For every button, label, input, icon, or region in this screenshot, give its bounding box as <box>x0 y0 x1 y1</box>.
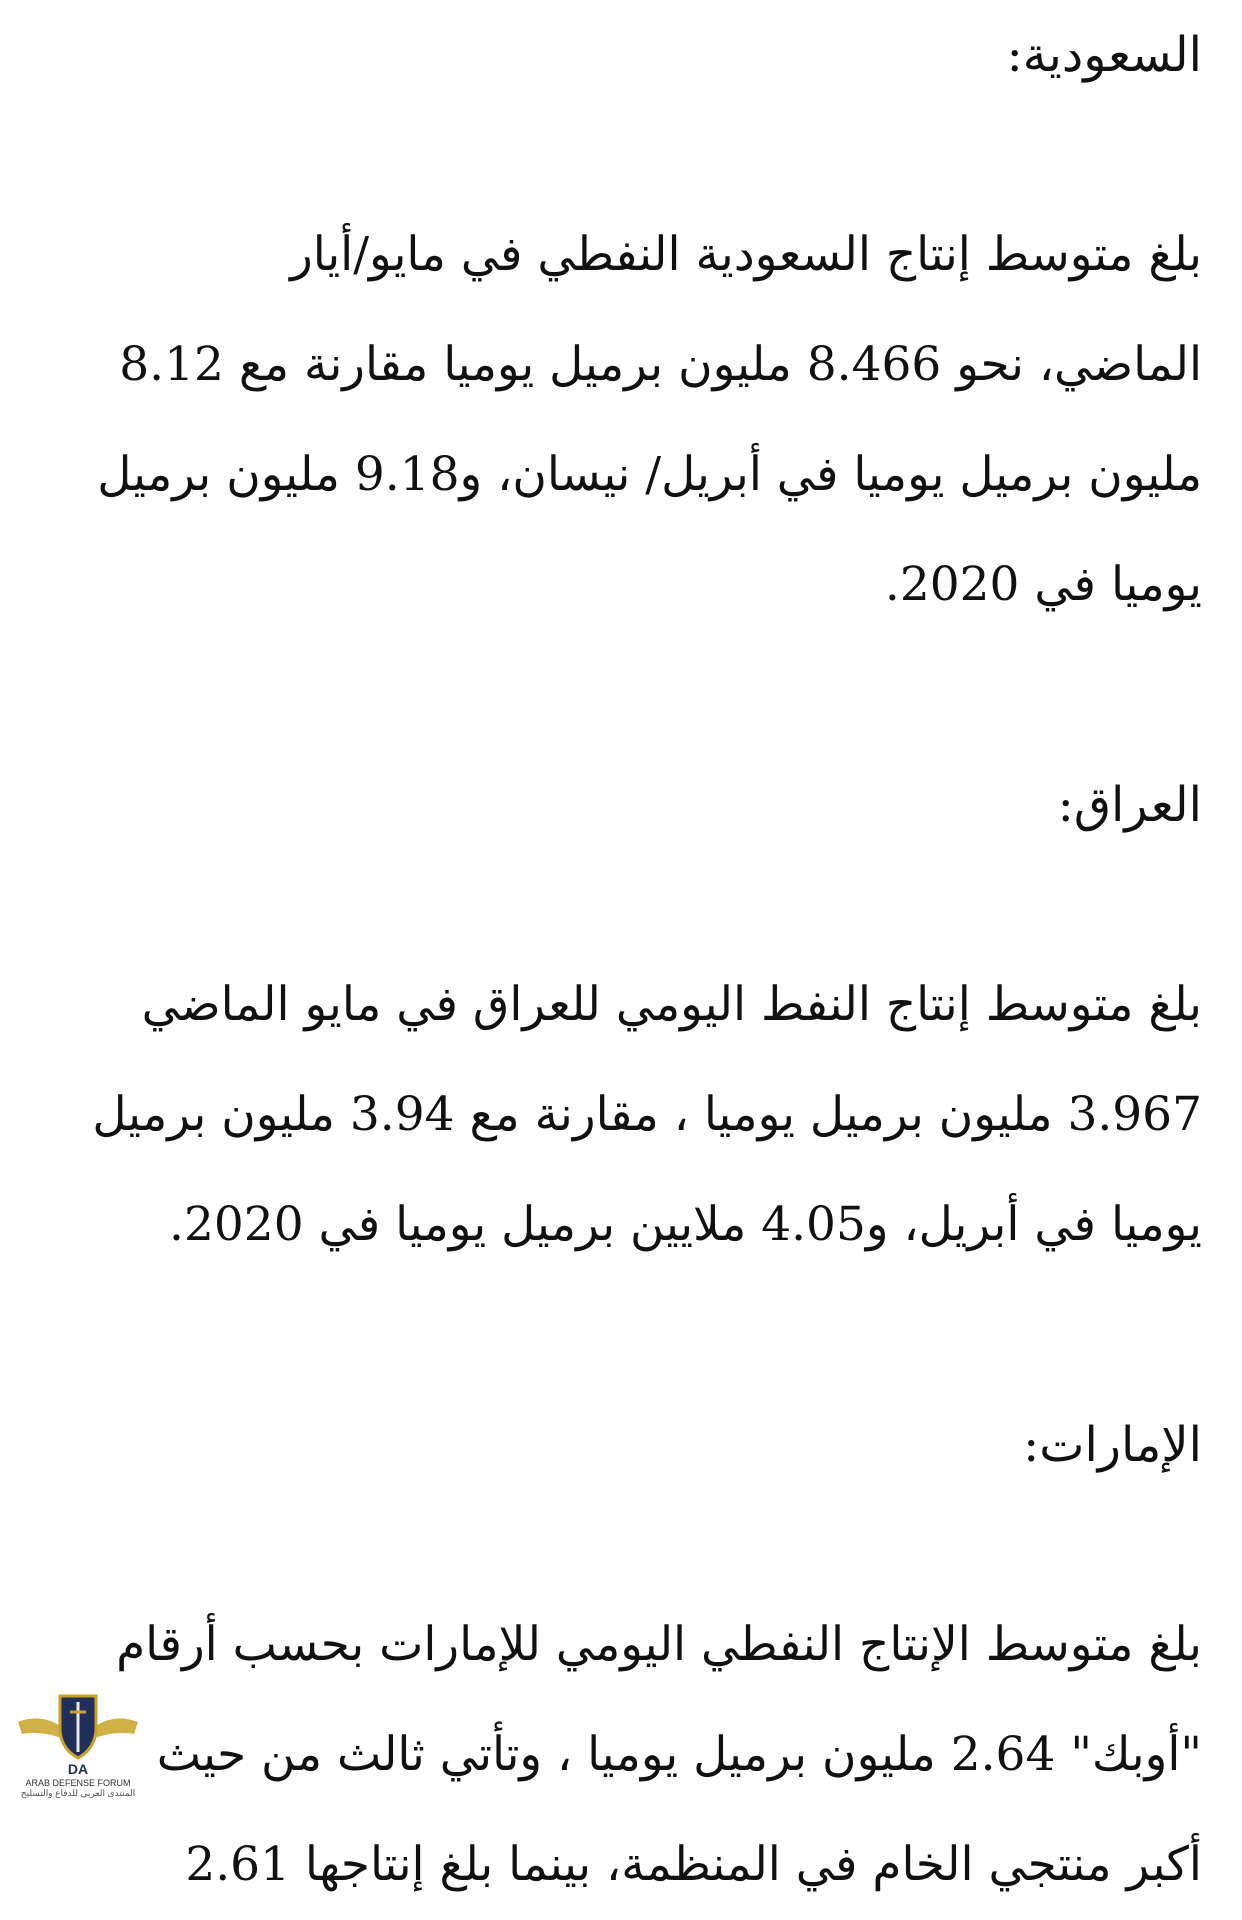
watermark-name: ARAB DEFENSE FORUM <box>25 1778 131 1788</box>
watermark-logo <box>8 1682 148 1798</box>
section-paragraph-uae <box>60 1590 1202 1920</box>
section-heading-iraq: العراق: <box>1057 777 1202 833</box>
paragraph-line: يوميا في أبريل، و4.05 ملايين برميل يوميا في 2020. <box>169 1197 1202 1252</box>
spacer <box>60 1280 1202 1390</box>
spacer <box>60 640 1202 750</box>
paragraph-line: يوميا في 2020. <box>884 557 1202 612</box>
paragraph-line: الماضي، نحو 8.466 مليون برميل يوميا مقارنة مع 8.12 <box>119 337 1202 392</box>
shield-emblem-icon <box>8 1682 148 1778</box>
paragraph-line: أكبر منتجي الخام في المنظمة، بينما بلغ إنتاجها 2.61 <box>185 1837 1202 1892</box>
paragraph-line: بلغ متوسط إنتاج السعودية النفطي في مايو/أيار <box>290 227 1202 282</box>
watermark-subtitle: المنتدى العربي للدفاع والتسليح <box>20 1788 136 1798</box>
paragraph-line: بلغ متوسط الإنتاج النفطي اليومي للإمارات بحسب أرقام <box>116 1617 1202 1672</box>
article-body <box>60 0 1202 1920</box>
section-heading-uae: الإمارات: <box>1023 1417 1202 1473</box>
spacer <box>60 860 1202 950</box>
spacer <box>60 1500 1202 1590</box>
paragraph-line: 3.967 مليون برميل يوميا ، مقارنة مع 3.94 مليون برميل <box>92 1087 1202 1142</box>
paragraph-line: مليون برميل يوميا في أبريل/ نيسان، و9.18 مليون برميل <box>97 447 1202 502</box>
section-paragraph-saudi <box>60 200 1202 640</box>
watermark-abbr: DA <box>67 1761 89 1777</box>
spacer <box>60 110 1202 200</box>
paragraph-line: بلغ متوسط إنتاج النفط اليومي للعراق في مايو الماضي <box>141 977 1202 1032</box>
section-heading-saudi: السعودية: <box>1006 27 1202 83</box>
section-paragraph-iraq <box>60 950 1202 1280</box>
paragraph-line: "أوبك" 2.64 مليون برميل يوميا ، وتأتي ثالث من حيث <box>156 1727 1202 1782</box>
